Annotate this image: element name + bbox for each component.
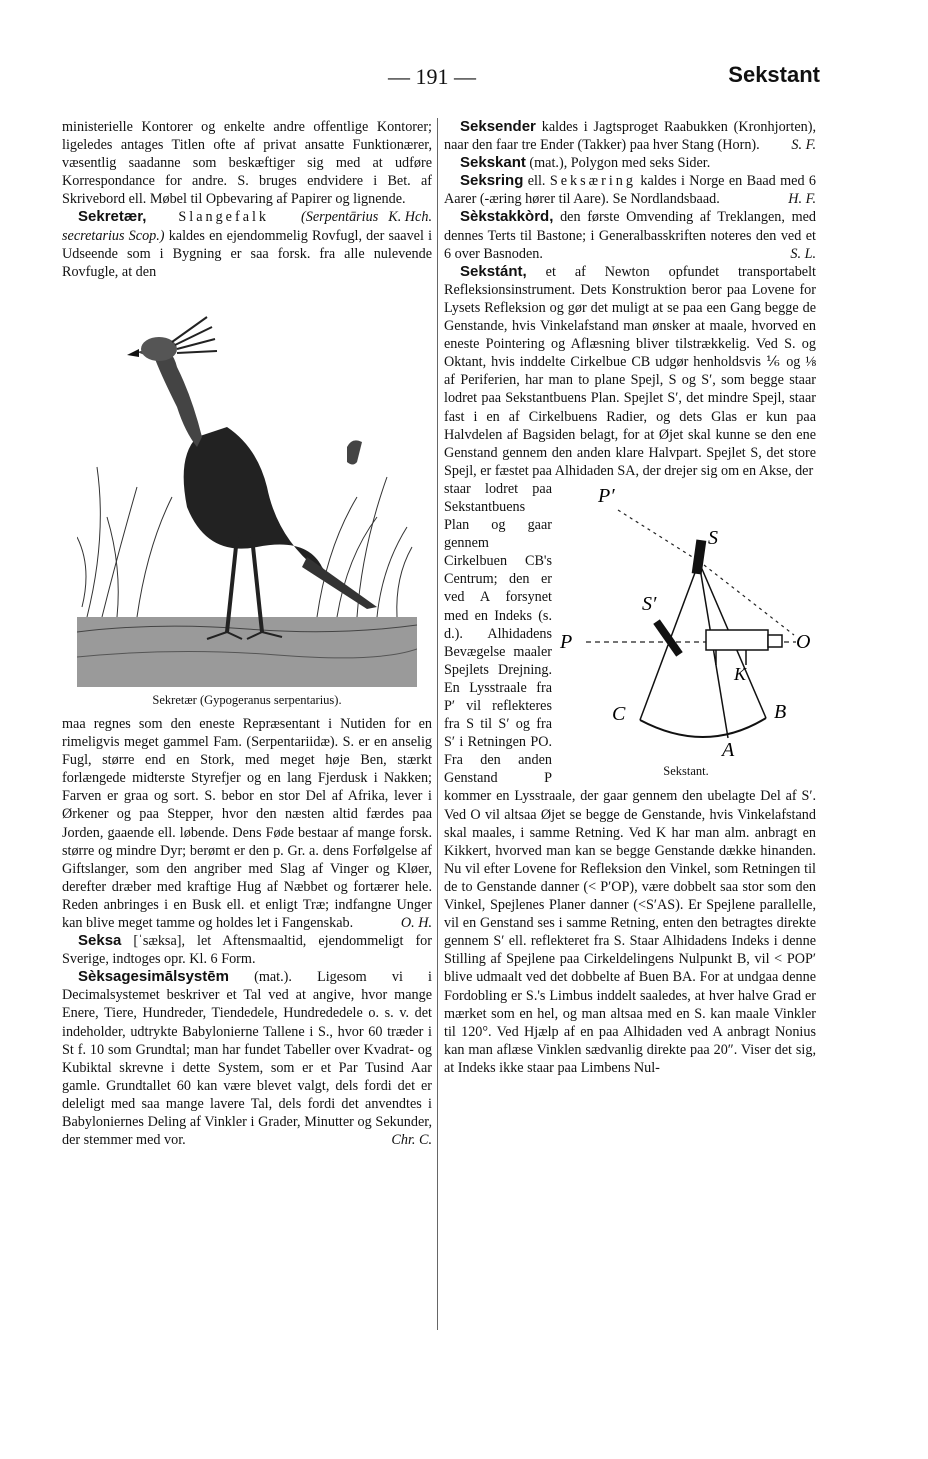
label-a: A [722, 738, 735, 760]
signature: S. F. [791, 137, 816, 154]
entry-text: [ˈsæksa], let Aftensmaaltid, ejendommeligt for Sverige, indtoges opr. Kl. 6 Form. [62, 933, 432, 968]
running-head: Sekstant [728, 62, 820, 87]
spaced-term: Seksæring [549, 173, 636, 190]
label-s: S [708, 526, 718, 549]
signature: O. H. [400, 914, 432, 931]
entry-text: maa regnes som den eneste Repræsentant i Nutiden for en rimeligvis meget gammel Fam. (Serpentariidæ). S. er en anselig Fugl, større end en Stork, med meget høje Ben, stærkt forlængede midterste Styrefjer og en lang Fjerdusk i Nakken; Farven er graa og sort. S. bebor en stor Del af Afrika, lever i Ørkener og paa Stepper, hvor den næsten altid færdes paa Jorden, gaaende ell. løbende. Dens Føde bestaar af mange forsk. større og mindre Dyr; berømt er den p. Gr. a. dens Forfølgelse af Giftslanger, som den angriber med Slag af Vinger og Kløer, derefter dræber med kraftige Hug af Næbbet og fortærer hele. Reden anbringes i en Busk ell. et enligt Træ; indfangne Unger kan blive meget tamme og holdes let i Fangenskab. [62, 715, 432, 931]
right-column [444, 118, 816, 1077]
entry-seksender [444, 118, 816, 154]
entry-text: ministerielle Kontorer og enkelte andre offentlige Kontorer; ligeledes antages Titlen ofte af privat ansatte Funktionærer, væsentlig saadanne som beskæftiger sig med at udføre Korrespondance for andre. S. bruges endvidere i Bet. af Skrivebord ell. Møbel til Opbevaring af Papirer og lignende. [62, 119, 432, 208]
entry-text: kaldes i Norge en Baad med 6 Aarer (-æring hører til Aare). Se Nordlandsbaad. [444, 173, 817, 208]
entry-text: (mat.), Polygon med seks Sider. [529, 155, 711, 172]
headword: Sèkstakkòrd, [460, 208, 554, 226]
entry-seksring [444, 172, 816, 208]
entry-text: et af Newton opfundet transportabelt Refleksionsinstrument. Dets Konstruktion beror paa Lovene for Lysets Refleksion og gør det muligt at se paa een Gang begge de Genstande, hvis Vinkelafstand man ønsker at maale, hvorved en eneste Pointering og Aflæsning bliver tilstrækkelig. Ved S. og Oktant, hvis inddelte Cirkelbue CB udgør henholdsvis ⅙ og ⅛ af Periferien, har man to plane Spejl, S og S′, som begge staar lodret paa Sekstantbuens Plan. Spejlet S′, det mindre Spejl, staar fast i en af Cirkelbuens Radier, og dets Glas er kun paa Halvdelen af Bagsiden belagt, for at Øjet skal kunne se den ene Genstand gennem den anden klare Halvpart. Spejlet S, det store Spejl, er fæstet paa Alhidaden SA, der drejer sig om en Akse, der [444, 263, 816, 479]
secretary-bird-illustration [77, 287, 417, 687]
entry-text: ell. [527, 173, 546, 190]
entry-sekskant [444, 154, 816, 172]
entry-sekstant [444, 263, 816, 480]
label-p-prime: P′ [598, 484, 615, 507]
label-p: P [560, 630, 573, 653]
label-s-prime: S′ [642, 592, 657, 615]
page-number: — 191 — [388, 64, 476, 89]
entry-text: kaldes en ejendommelig Rovfugl, der saavel i Udseende som i Bygning er saa forsk. fra alle nulevende Rovfugle, at den [62, 227, 433, 280]
diagram-caption: Sekstant. [663, 763, 709, 778]
entry-seksa [62, 932, 432, 968]
column-rule [437, 118, 438, 1330]
headword: Sekskant [460, 154, 526, 172]
entry-sekretaer [62, 208, 432, 280]
figure-caption: Sekretær (Gypogeranus serpentarius). [152, 692, 342, 707]
synonym: Slangefalk [178, 209, 270, 226]
label-b: B [774, 700, 787, 723]
sextant-diagram [556, 480, 816, 760]
entry-text: (mat.). Ligesom vi i Decimalsystemet beskriver et Tal ved at angive, hvor mange Enere, Tiere, Hundreder, Tiendedele, Hundrededele o. s. v. det indeholder, udtrykte Babylonierne Tallene i S., hvor 60 træder i St f. 10 som Grundtal; man har fundet Tabeller over Kvadrat- og Kubiktal skrevne i dette System, som er et Par Tusind Aar gamle. Grundtallet 60 kan være blevet valgt, dels fordi det er deleligt med saa mange lavere Tal, dels fordi det anvendtes i Babyloniernes Deling af Vinkler i Grader, Minutter og Sekunder, der stemmer med vor. [62, 969, 432, 1149]
headword: Seksender [460, 118, 536, 135]
headword: Sekstánt, [460, 262, 527, 280]
label-o: O [796, 630, 811, 653]
entry-sekstakkord [444, 208, 816, 262]
label-k: K [734, 663, 747, 684]
entry-text: kaldes i Jagtsproget Raabukken (Kronhjorten), naar den faar tre Ender (Takker) paa hver Stang (Horn). [444, 119, 816, 154]
signature: K. Hch. [388, 209, 432, 226]
headword: Sèksagesimālsystēm [78, 968, 229, 986]
left-column [62, 118, 432, 1149]
signature: S. L. [790, 245, 816, 262]
signature: H. F. [788, 191, 816, 208]
entry-text: den første Omvending af Treklangen, med dennes Terts til Bastone; i Generalbasskriften noteres den ved et 6 over Basnoden. [444, 209, 816, 262]
label-c: C [612, 702, 626, 725]
signature: Chr. C. [391, 1132, 432, 1149]
page-header [0, 58, 928, 90]
entry-continuation [62, 715, 432, 932]
headword: Seksring [460, 172, 524, 190]
headword: Seksa [78, 932, 122, 950]
entry-seksagesimalsystem [62, 968, 432, 1149]
headword: Sekretær, [78, 208, 147, 226]
entry-text: staar lodret paa Sekstantbuens Plan og gaar gennem Cirkelbuen CB's Centrum; den er ved A forsynet med en Indeks (s. d.). Alhidadens Bevægelse maaler Spejlets Drejning. En Lysstraale fra P′ vil reflekteres fra S til S′ og fra S′ i Retningen PO. Fra den anden Genstand P kommer en Lysstraale, der gaar gennem den ubelagte Del af S′. Ved O vil altsaa Øjet se begge de Genstande, hvis Vinkelafstand skal maales, i samme Retning. Ved K har man alm. anbragt en Kikkert, hvorved man kan se begge Genstande dække hinanden. Nu vil efter Lovene for Refleksion den Vinkel, som Retningen til de to Genstande danner (< P′OP), være dobbelt saa stor som den Vinkel, Spejlenes Planer danner (<S′AS). Er Spejlene parallelle, vil en Genstand ses i samme Retning, enten den betragtes direkte gennem S′ ell. reflekteret fra S. Staar Alhidadens Indeks i denne Stilling af Spejlene paa Cirkeldelingens Nulpunkt B, vil < POP′ blive udmaalt ved det dobbelte af Buen BA. For at undgaa denne Fordobling er S.'s Limbus inddelt saaledes, at hver halve Grad er mærket som en hel, og man altsaa med en S. kan maale Vinkler til 120°. Ved Hjælp af en paa Alhidaden ved A anbragt Nonius kan man aflæse Vinklen sædvanlig direkte paa 20″. Viser det sig, at Indeks ikke staar paa Limbens Nul- [444, 480, 816, 1076]
latin-name: (Serpentārius secretarius Scop.) [62, 209, 379, 244]
sextant-figure [556, 480, 816, 780]
bird-figure [62, 287, 432, 709]
